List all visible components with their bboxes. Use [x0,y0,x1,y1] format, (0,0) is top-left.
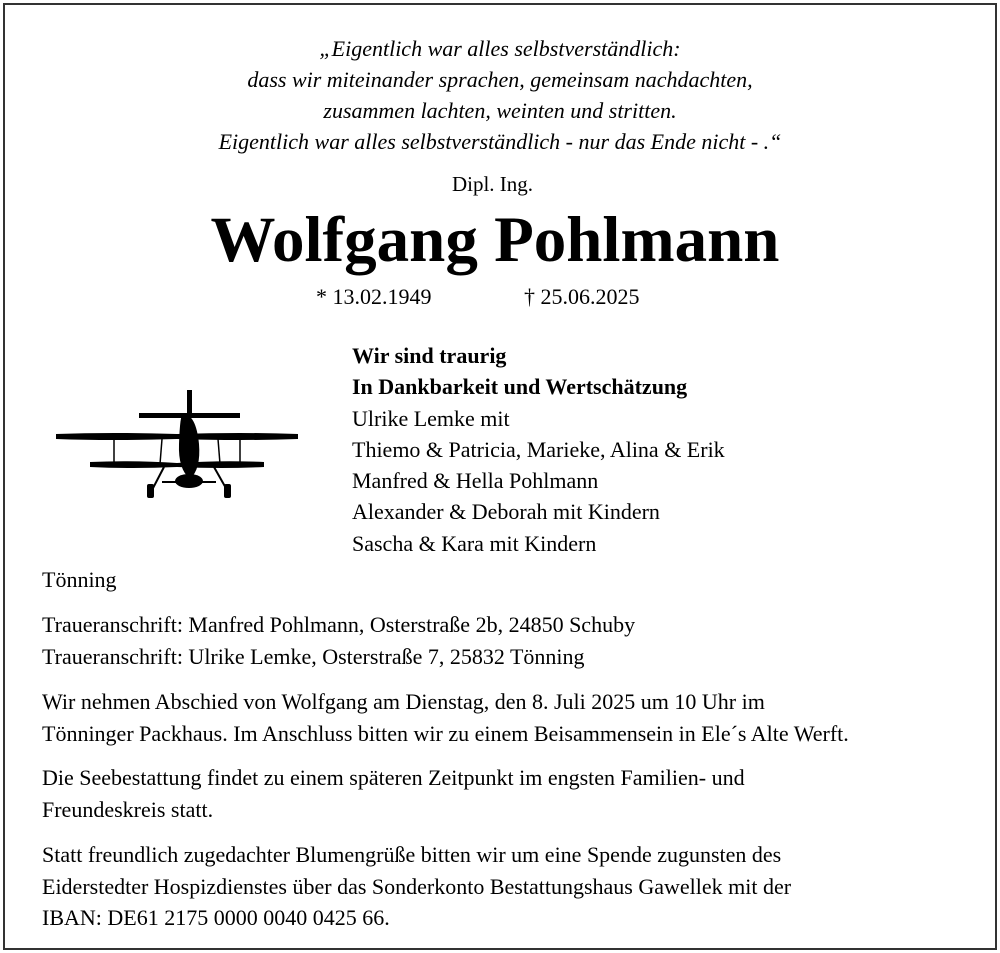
academic-title: Dipl. Ing. [451,172,534,196]
farewell-line: Tönninger Packhaus. Im Anschluss bitten wir zu einem Beisammensein in Ele´s Alte Werft. [42,720,849,746]
mourner-line: Manfred & Hella Pohlmann [352,468,599,494]
mourner-line: Ulrike Lemke mit [352,405,510,431]
death-date: † 25.06.2025 [524,284,640,309]
birth-date: * 13.02.1949 [316,284,432,309]
donation-line: Statt freundlich zugedachter Blumengrüße bitten wir um eine Spende zugunsten des [42,842,782,867]
mourning-addresses [42,609,635,672]
quote [0,33,1000,157]
quote-line: Eigentlich war alles selbstverständlich - nur das Ende nicht - .“ [218,129,782,154]
mourners-heading: Wir sind traurig [352,343,507,368]
quote-line: zusammen lachten, weinten und stritten. [323,98,677,123]
mourners-block [352,340,725,559]
mourner-line: Thiemo & Patricia, Marieke, Alina & Erik [352,436,725,462]
burial-line: Die Seebestattung findet zu einem späteren Zeitpunkt im engsten Familien- und [42,765,745,790]
deceased-name: Wolfgang Pohlmann [210,204,780,276]
address-line: Traueranschrift: Ulrike Lemke, Osterstraße 7, 25832 Tönning [42,643,585,669]
mourner-line: Alexander & Deborah mit Kindern [352,499,660,525]
farewell-line: Wir nehmen Abschied von Wolfgang am Dienstag, den 8. Juli 2025 um 10 Uhr im [42,689,765,714]
mourners-subheading: In Dankbarkeit und Wertschätzung [352,374,688,400]
biplane-icon [52,384,302,502]
quote-line: dass wir miteinander sprachen, gemeinsam nachdachten, [247,67,753,92]
quote-line: „Eigentlich war alles selbstverständlich: [319,36,681,61]
donation-line: IBAN: DE61 2175 0000 0040 0425 66. [42,905,390,930]
burial-line: Freundeskreis statt. [42,796,214,822]
farewell-notice [42,686,849,749]
burial-notice [42,762,745,825]
donation-line: Eiderstedter Hospizdienstes über das Sonderkonto Bestattungshaus Gawellek mit der [42,873,792,899]
donation-notice [42,839,791,934]
place: Tönning [42,567,117,592]
address-line: Traueranschrift: Manfred Pohlmann, Osterstraße 2b, 24850 Schuby [42,612,636,637]
mourner-line: Sascha & Kara mit Kindern [352,530,597,556]
